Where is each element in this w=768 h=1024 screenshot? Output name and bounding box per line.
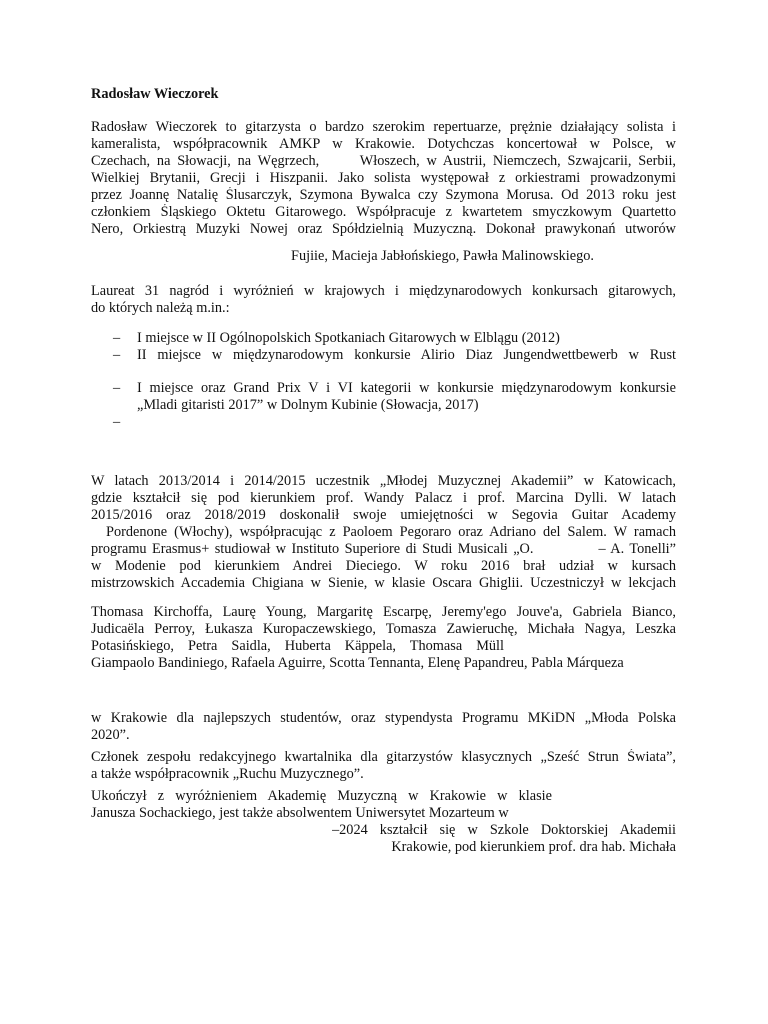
bio-line: Wielkiej Brytanii, Grecji i Hiszpanii. Jako solista występował z orkiestrami prowadzonymi: [91, 170, 676, 186]
education-line: w Modenie pod kierunkiem Andrei Dieciego. W roku 2016 brał udział w kursach: [91, 558, 676, 574]
education-line: W latach 2013/2014 i 2014/2015 uczestnik „Młodej Muzycznej Akademii” w Katowicach,: [91, 473, 676, 489]
graduation-line: –2024 kształcił się w Szkole Doktorskiej Akademii: [332, 822, 676, 838]
teachers-line: Potasińskiego, Petra Saidla, Huberta Käppela, Thomasa Müll: [91, 638, 504, 654]
graduation-line: Janusza Sochackiego, jest także absolwentem Uniwersytet Mozarteum w: [91, 805, 509, 821]
awards-intro-line: do których należą m.in.:: [91, 300, 230, 316]
awards-intro-line: Laureat 31 nagród i wyróżnień w krajowych i międzynarodowych konkursach gitarowych,: [91, 283, 676, 299]
education-line: mistrzowskich Accademia Chigiana w Sienie, w klasie Oscara Ghiglii. Uczestniczył w lekcjach: [91, 575, 676, 591]
education-line: programu Erasmus+ studiował w Instituto Superiore di Studi Musicali „O. – A. Tonelli”: [91, 541, 676, 557]
education-line: Pordenone (Włochy), współpracując z Paoloem Pegoraro oraz Adriano del Salem. W ramach: [106, 524, 676, 540]
list-item: I miejsce w II Ogólnopolskich Spotkaniach Gitarowych w Elblągu (2012): [137, 330, 560, 346]
education-line: 2015/2016 oraz 2018/2019 doskonalił swoje umiejętności w Segovia Guitar Academy: [91, 507, 676, 523]
editorial-line: a także współpracownik „Ruchu Muzycznego”.: [91, 766, 364, 782]
bio-line: przez Joannę Natalię Ślusarczyk, Szymona Bywalca czy Szymona Morusa. Od 2013 roku jest: [91, 187, 676, 203]
bio-line: kameralista, współpracownik AMKP w Krakowie. Dotychczas koncertował w Polsce, w: [91, 136, 676, 152]
bio-line: Radosław Wieczorek to gitarzysta o bardzo szerokim repertuarze, prężnie działający solista i: [91, 119, 676, 135]
graduation-line: Krakowie, pod kierunkiem prof. dra hab. Michała: [391, 839, 676, 855]
bio-line: Nero, Orkiestrą Muzyki Nowej oraz Spółdzielnią Muzyczną. Dokonał prawykonań utworów: [91, 221, 676, 237]
list-item: I miejsce oraz Grand Prix V i VI kategorii w konkursie międzynarodowym konkursie: [137, 380, 676, 396]
bio-line: Fujiie, Macieja Jabłońskiego, Pawła Malinowskiego.: [291, 248, 594, 264]
list-item: II miejsce w międzynarodowym konkursie Alirio Diaz Jungendwettbewerb w Rust: [137, 347, 676, 363]
graduation-line: Ukończył z wyróżnieniem Akademię Muzyczną w Krakowie w klasie: [91, 788, 552, 804]
list-dash: –: [113, 414, 121, 430]
editorial-line: Członek zespołu redakcyjnego kwartalnika dla gitarzystów klasycznych „Sześć Strun Świata”,: [91, 749, 676, 765]
bio-line: Czechach, na Słowacji, na Węgrzech, Włoszech, w Austrii, Niemczech, Szwajcarii, Serbii,: [91, 153, 676, 169]
list-dash: –: [113, 347, 121, 363]
document-title: Radosław Wieczorek: [91, 86, 219, 102]
teachers-line: Judicaëla Perroy, Łukasza Kuropaczewskiego, Tomasza Zawieruchę, Michała Nagya, Leszka: [91, 621, 676, 637]
bio-line: członkiem Śląskiego Oktetu Gitarowego. Współpracuje z kwartetem smyczkowym Quartetto: [91, 204, 676, 220]
list-item: „Mladi gitaristi 2017” w Dolnym Kubinie (Słowacja, 2017): [137, 397, 479, 413]
teachers-line: Thomasa Kirchoffa, Laurę Young, Margaritę Escarpę, Jeremy'ego Jouve'a, Gabriela Bianco,: [91, 604, 676, 620]
list-dash: –: [113, 330, 121, 346]
teachers-line: Giampaolo Bandiniego, Rafaela Aguirre, Scotta Tennanta, Elenę Papandreu, Pabla Márqueza: [91, 655, 624, 671]
education-line: gdzie kształcił się pod kierunkiem prof. Wandy Palacz i prof. Marcina Dylli. W latach: [91, 490, 676, 506]
scholarship-line: w Krakowie dla najlepszych studentów, oraz stypendysta Programu MKiDN „Młoda Polska: [91, 710, 676, 726]
list-dash: –: [113, 380, 121, 396]
scholarship-line: 2020”.: [91, 727, 130, 743]
